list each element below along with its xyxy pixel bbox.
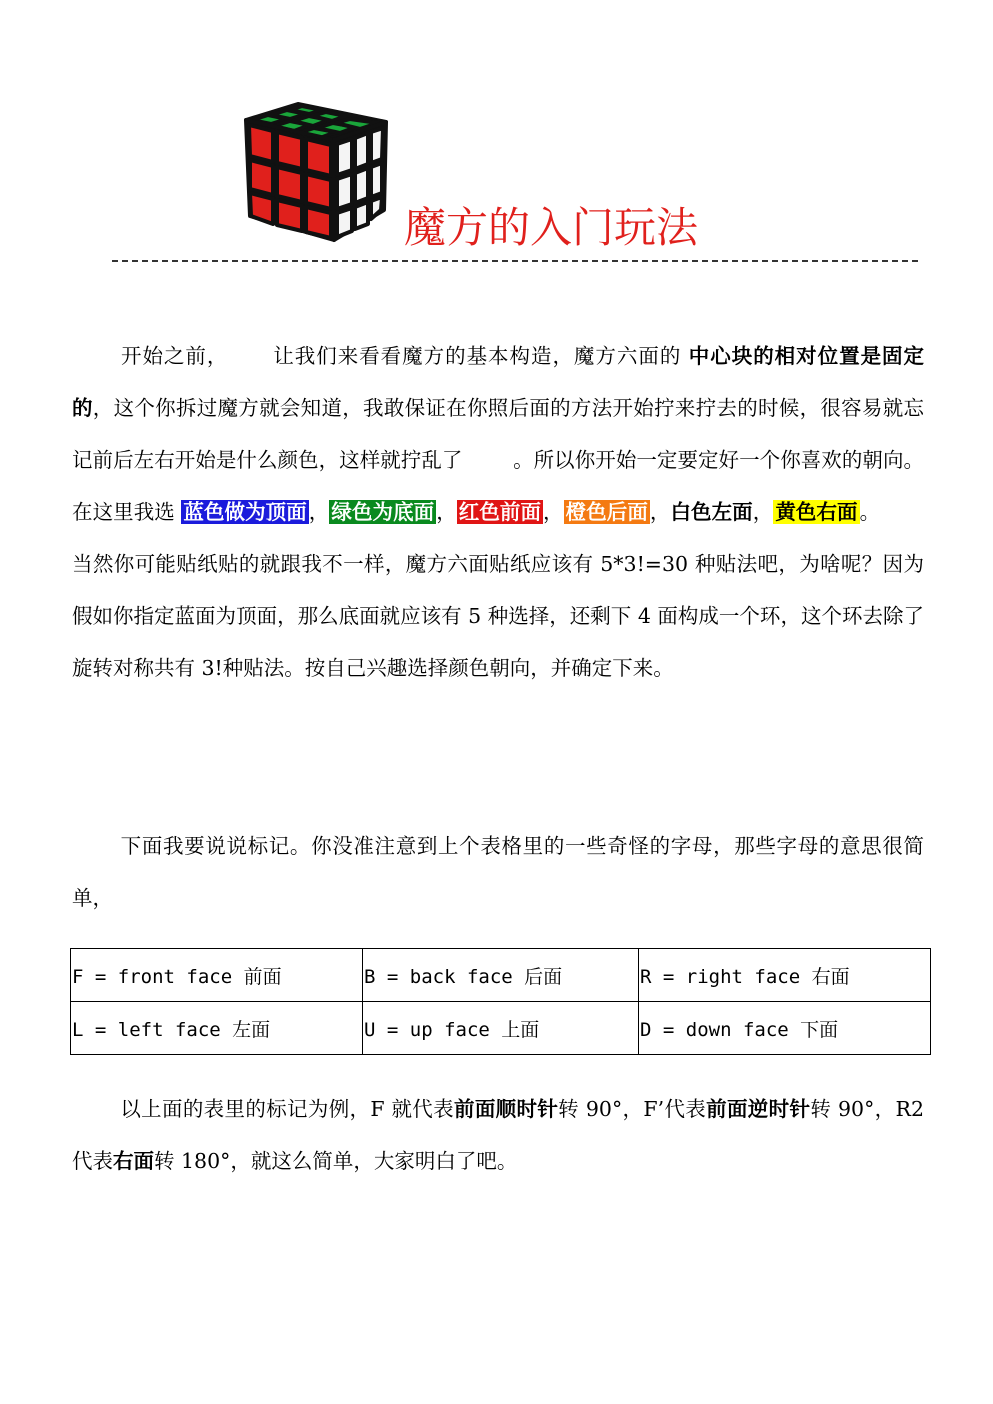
intro-text-2: 让我们来看看魔方的基本构造，魔方六面的 xyxy=(272,344,689,368)
table-cell: B = back face 后面 xyxy=(363,949,639,1002)
table-cell: L = left face 左面 xyxy=(71,1002,363,1055)
separator: ， xyxy=(752,500,774,524)
intro-text-3: ，这个你拆过魔方就会知道，我敢保证在你照后面的方法开始拧来拧去的时候，很容易就忘记前后左右开始是什么颜色，这样就拧乱了 xyxy=(72,396,925,472)
cube-left-face xyxy=(246,120,334,240)
example-text-1: 以上面的表里的标记为例，F 就代表 xyxy=(120,1097,454,1121)
highlight-yellow-right: 黄色右面 xyxy=(775,500,858,524)
cube-right-face xyxy=(334,122,386,240)
notation-table xyxy=(70,948,931,1055)
page-title: 魔方的入门玩法 xyxy=(404,203,699,252)
rubiks-cube-image xyxy=(240,98,390,243)
example-text-4: 转 180°，就这么简单，大家明白了吧。 xyxy=(154,1149,518,1173)
example-text-2: 转 90°，F’代表 xyxy=(558,1097,707,1121)
dashed-divider xyxy=(112,260,918,262)
table-row xyxy=(71,949,931,1002)
separator: ， xyxy=(543,500,564,524)
example-paragraph xyxy=(72,1083,924,1187)
table-cell: U = up face 上面 xyxy=(363,1002,639,1055)
separator: ， xyxy=(649,500,671,524)
separator: 。 xyxy=(859,500,881,524)
highlight-orange-back: 橙色后面 xyxy=(565,500,648,524)
example-bold-right-face: 右面 xyxy=(113,1149,154,1173)
separator: ， xyxy=(436,500,457,524)
intro-text-5: 当然你可能贴纸贴的就跟我不一样，魔方六面贴纸应该有 5*3!=30 种贴法吧，为啥呢？因为假如你指定蓝面为顶面，那么底面就应该有 5 种选择，还剩下 4 面构成一个环，这个环去除了旋转对称共有 3!种贴法。按自己兴趣选择颜色朝向，并确定下来。 xyxy=(72,552,924,680)
bold-white-left: 白色左面 xyxy=(670,500,753,524)
table-cell: F = front face 前面 xyxy=(71,949,363,1002)
example-bold-clockwise: 前面顺时针 xyxy=(453,1097,559,1121)
intro-text-1: 开始之前， xyxy=(120,344,229,368)
highlight-blue-top: 蓝色做为顶面 xyxy=(183,500,307,524)
example-bold-counterclockwise: 前面逆时针 xyxy=(706,1097,811,1121)
notation-intro-text: 下面我要说说标记。你没准注意到上个表格里的一些奇怪的字母，那些字母的意思很简单， xyxy=(72,834,924,910)
intro-text-4: 。所以你开始一定要定好一个你喜欢的朝向。在这里我选 xyxy=(72,448,925,524)
separator: ， xyxy=(308,500,330,524)
highlight-green-bottom: 绿色为底面 xyxy=(331,500,435,524)
highlight-red-front: 红色前面 xyxy=(458,500,542,524)
table-cell: D = down face 下面 xyxy=(639,1002,931,1055)
table-cell: R = right face 右面 xyxy=(639,949,931,1002)
table-row xyxy=(71,1002,931,1055)
intro-bold-center-pieces: 中心块的相对位置是固定的 xyxy=(72,344,925,420)
notation-intro-paragraph xyxy=(72,820,924,924)
example-text-3: 转 90°，R2 代表 xyxy=(72,1097,924,1173)
intro-paragraph xyxy=(72,330,924,694)
